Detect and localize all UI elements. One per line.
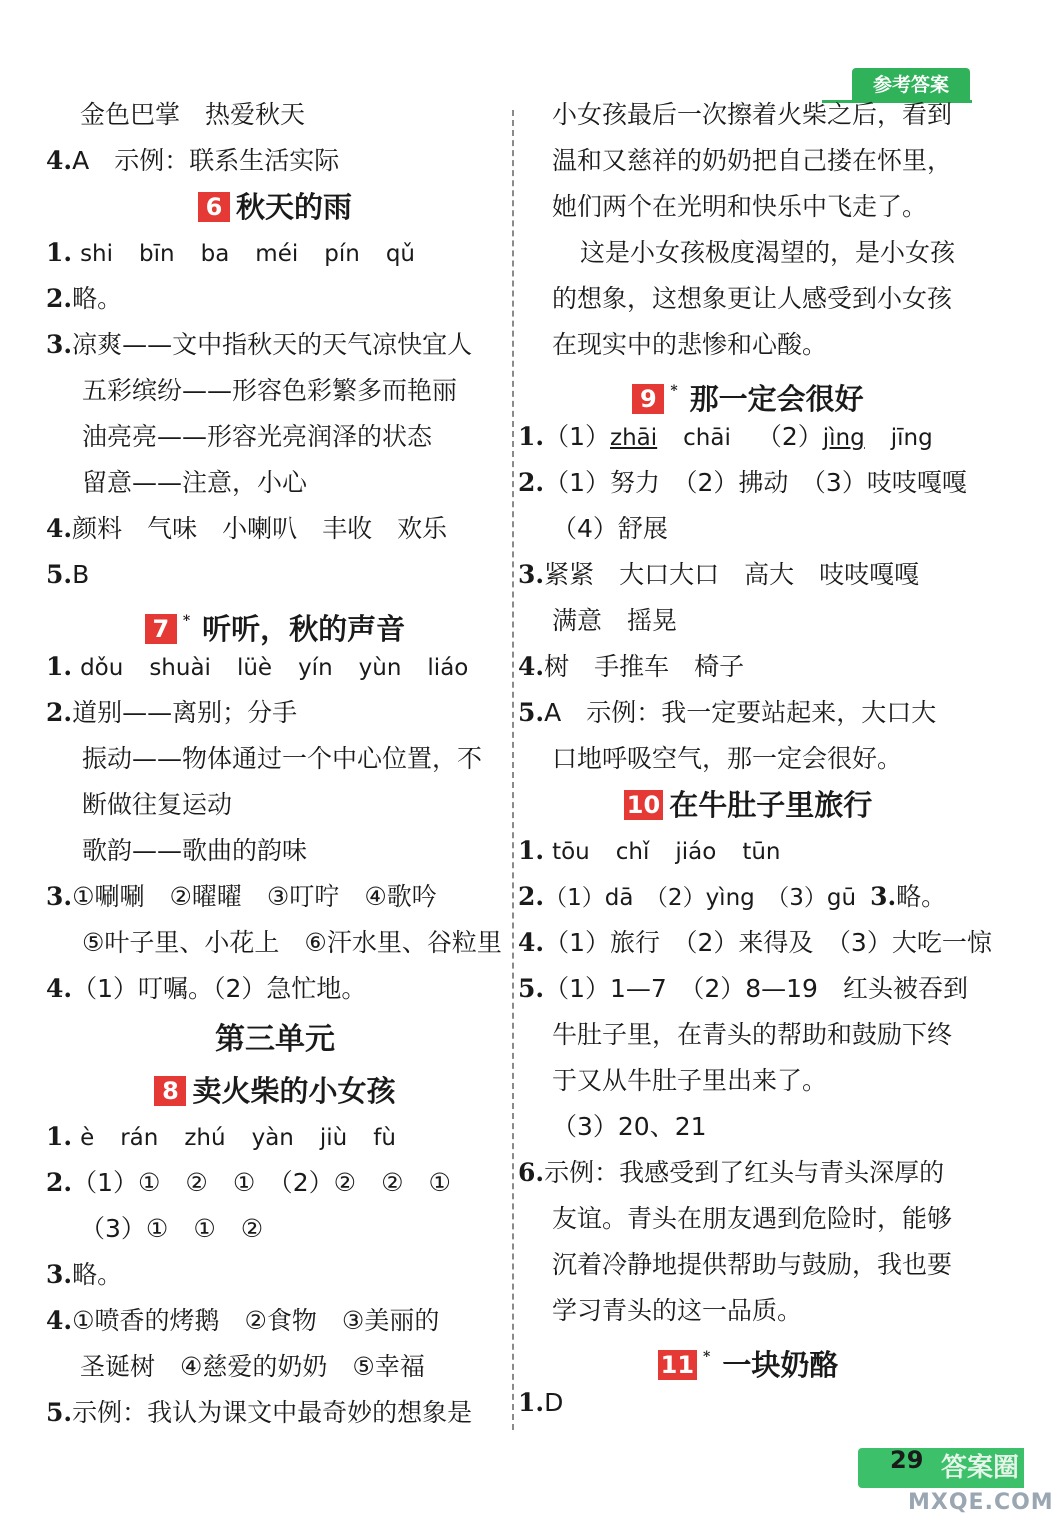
answer-line: 3.略。 (46, 1260, 123, 1289)
answer-line: （3）20、21 (552, 1112, 707, 1141)
answer-line: 4.（1）旅行 （2）来得及 （3）大吃一惊 (518, 928, 992, 957)
answer-line: 五彩缤纷——形容色彩繁多而艳丽 (82, 376, 458, 405)
answer-line: 温和又慈祥的奶奶把自己搂在怀里， (552, 146, 953, 175)
left-column (46, 92, 504, 1436)
pinyin-list: è rán zhú yàn jiù fù (80, 1125, 396, 1151)
optional-lesson-star: * (182, 613, 191, 629)
answer-line: 沉着冷静地提供帮助与鼓励，我也要 (552, 1250, 953, 1279)
answer-line: 4.树 手推车 椅子 (518, 652, 745, 681)
answer-line (46, 1114, 504, 1160)
watermark-stamp: 答案圈 (940, 1453, 1019, 1483)
lesson-title: 9 * 那一定会很好 (518, 368, 978, 414)
answer-text: A 示例：联系生活实际 (72, 146, 340, 175)
answer-line: 的想象，这想象更让人感受到小女孩 (552, 284, 953, 313)
right-column (518, 92, 992, 1426)
answer-line: 1.（1）zhāi chāi （2）jìng jīng (518, 422, 933, 451)
answer-line: 振动——物体通过一个中心位置，不 (82, 744, 483, 773)
answer-line: 满意 摇晃 (552, 606, 678, 635)
column-divider (512, 110, 514, 1430)
question-number: 1. (518, 836, 545, 865)
question-number: 2. (46, 698, 73, 727)
lesson-title: 8 卖火柴的小女孩 (46, 1068, 504, 1114)
answer-line: 在现实中的悲惨和心酸。 (552, 330, 828, 359)
question-number: 1. (46, 1122, 73, 1151)
lesson-number-badge: 8 (154, 1076, 186, 1106)
answer-line: 2.（1）dā （2）yìng （3）gū 3.略。 (518, 882, 947, 911)
question-number: 2. (46, 284, 73, 313)
lesson-title: 11 * 一块奶酪 (518, 1334, 978, 1380)
answer-line: 2.道别——离别；分手 (46, 698, 298, 727)
answer-line (46, 230, 504, 276)
answer-line: 3.凉爽——文中指秋天的天气凉快宜人 (46, 330, 473, 359)
answer-line: （3）① ① ② (80, 1214, 264, 1243)
question-number: 3. (46, 882, 73, 911)
answer-line: 1.D (518, 1388, 564, 1417)
answer-line: 口地呼吸空气，那一定会很好。 (552, 744, 903, 773)
lesson-number-badge: 11 (658, 1350, 697, 1380)
lesson-number-badge: 9 (632, 384, 664, 414)
answer-line: 4.颜料 气味 小喇叭 丰收 欢乐 (46, 514, 448, 543)
answer-line: 油亮亮——形容光亮润泽的状态 (82, 422, 433, 451)
pinyin-list: shi bīn ba méi pín qǔ (80, 241, 416, 267)
answer-line (518, 828, 978, 874)
answer-line: （4）舒展 (552, 514, 668, 543)
answer-line: 2.（1）① ② ① （2）② ② ① (46, 1168, 451, 1197)
answer-line: 学习青头的这一品质。 (552, 1296, 803, 1325)
optional-lesson-star: * (703, 1349, 711, 1365)
pinyin-list: tōu chǐ jiáo tūn (552, 839, 781, 865)
question-number: 4. (46, 146, 73, 175)
question-number: 3. (518, 560, 545, 589)
answer-line: 于又从牛肚子里出来了。 (552, 1066, 828, 1095)
answer-line: 她们两个在光明和快乐中飞走了。 (552, 192, 928, 221)
question-number: 1. (46, 652, 73, 681)
answer-line: 这是小女孩极度渴望的，是小女孩 (580, 238, 956, 267)
question-number: 6. (518, 1158, 545, 1187)
lesson-title: 7 * 听听，秋的声音 (46, 598, 504, 644)
answer-line: 2.（1）努力 （2）拂动 （3）吱吱嘎嘎 (518, 468, 967, 497)
answer-line: 友谊。青头在朋友遇到危险时，能够 (552, 1204, 953, 1233)
answer-line: 3.①唰唰 ②曜曜 ③叮咛 ④歌吟 (46, 882, 437, 911)
question-number: 5. (46, 1398, 73, 1427)
reference-answer-badge: 参考答案 (852, 68, 970, 102)
answer-line: 5.示例：我认为课文中最奇妙的想象是 (46, 1398, 473, 1427)
question-number: 2. (518, 468, 545, 497)
lesson-number-badge: 7 (145, 614, 177, 644)
question-number: 5. (46, 560, 73, 589)
question-number: 3. (870, 882, 897, 911)
question-number: 4. (46, 514, 73, 543)
answer-line: ⑤叶子里、小花上 ⑥汗水里、谷粒里 (82, 928, 502, 957)
question-number: 3. (46, 1260, 73, 1289)
answer-line: 牛肚子里，在青头的帮助和鼓励下终 (552, 1020, 953, 1049)
answer-line (46, 644, 504, 690)
answer-line: 5.B (46, 560, 90, 589)
question-number: 4. (46, 1306, 73, 1335)
question-number: 4. (518, 928, 545, 957)
answer-line: 留意——注意，小心 (82, 468, 308, 497)
answer-line: 圣诞树 ④慈爱的奶奶 ⑤幸福 (80, 1352, 425, 1381)
question-number: 5. (518, 698, 545, 727)
answer-line: 6.示例：我感受到了红头与青头深厚的 (518, 1158, 945, 1187)
page-number: 29 (890, 1446, 924, 1474)
question-number: 4. (46, 974, 73, 1003)
answer-line: 3.紧紧 大口大口 高大 吱吱嘎嘎 (518, 560, 920, 589)
answer-line: 金色巴掌 热爱秋天 (80, 100, 306, 129)
answer-line: 4.（1）叮嘱。（2）急忙地。 (46, 974, 367, 1003)
answer-line (46, 138, 504, 184)
pinyin-list: dǒu shuài lüè yín yùn liáo (80, 655, 469, 681)
question-number: 2. (46, 1168, 73, 1197)
question-number: 3. (46, 330, 73, 359)
unit-title: 第三单元 (215, 1022, 335, 1057)
answer-line: 2.略。 (46, 284, 123, 313)
watermark-text: MXQE.COM (908, 1490, 1054, 1515)
question-number: 1. (518, 1388, 545, 1417)
question-number: 1. (46, 238, 73, 267)
question-number: 5. (518, 974, 545, 1003)
question-number: 2. (518, 882, 545, 911)
lesson-title: 6 秋天的雨 (46, 184, 504, 230)
answer-line: 5.A 示例：我一定要站起来，大口大 (518, 698, 937, 727)
lesson-title: 10 在牛肚子里旅行 (518, 782, 978, 828)
answer-line: 4.①喷香的烤鹅 ②食物 ③美丽的 (46, 1306, 440, 1335)
answer-line: 断做往复运动 (82, 790, 233, 819)
question-number: 4. (518, 652, 545, 681)
question-number: 1. (518, 422, 545, 451)
lesson-number-badge: 10 (624, 790, 663, 820)
answer-line: 歌韵——歌曲的韵味 (82, 836, 308, 865)
lesson-number-badge: 6 (198, 192, 230, 222)
answer-line: 小女孩最后一次擦着火柴之后，看到 (552, 100, 953, 129)
answer-line: 5.（1）1—7 （2）8—19 红头被吞到 (518, 974, 968, 1003)
optional-lesson-star: * (670, 383, 678, 399)
